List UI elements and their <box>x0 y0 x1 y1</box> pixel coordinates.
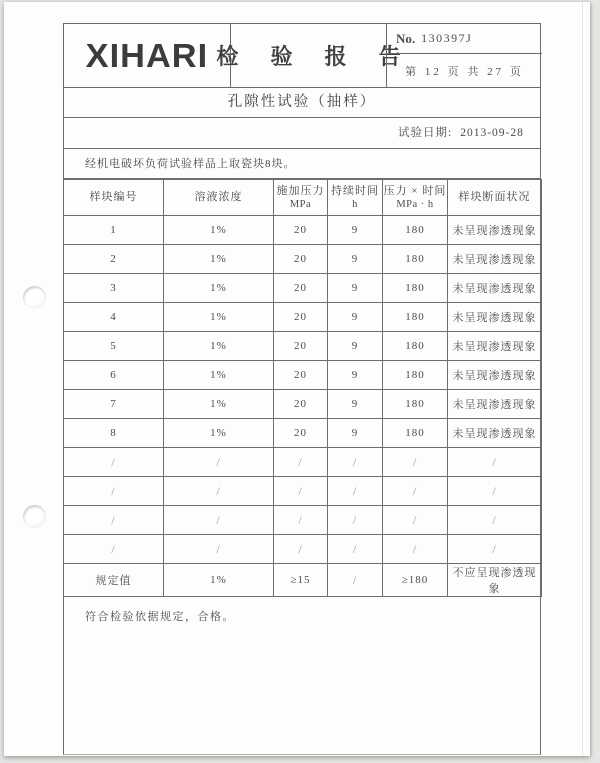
table-row <box>64 477 542 506</box>
table-cell: 1% <box>164 390 274 419</box>
table-cell: 8 <box>64 419 164 448</box>
table-cell: / <box>164 448 274 477</box>
table-row <box>64 332 542 361</box>
scanned-page <box>4 2 590 756</box>
table-cell: 1% <box>164 361 274 390</box>
table-cell: 9 <box>328 303 383 332</box>
punch-hole-bottom <box>23 505 46 528</box>
table-cell: / <box>383 506 448 535</box>
table-cell: 4 <box>64 303 164 332</box>
table-cell: / <box>383 535 448 564</box>
table-cell: 20 <box>274 361 328 390</box>
table-row <box>64 448 542 477</box>
report-title: 检 验 报 告 <box>216 44 414 69</box>
table-cell: 2 <box>64 245 164 274</box>
table-cell: 20 <box>274 303 328 332</box>
report-number-label: No. <box>396 30 416 46</box>
table-cell: 未呈现渗透现象 <box>448 419 542 448</box>
table-cell: 未呈现渗透现象 <box>448 274 542 303</box>
table-cell: / <box>448 535 542 564</box>
test-results-table <box>63 179 542 597</box>
company-logo: XIHARI <box>85 36 209 74</box>
table-cell: / <box>274 535 328 564</box>
table-cell: / <box>448 506 542 535</box>
table-row <box>64 564 542 597</box>
table-cell: / <box>328 448 383 477</box>
table-cell: 未呈现渗透现象 <box>448 390 542 419</box>
table-cell: 9 <box>328 390 383 419</box>
report-document <box>63 23 541 755</box>
table-cell: 20 <box>274 216 328 245</box>
table-cell: 未呈现渗透现象 <box>448 216 542 245</box>
column-header: 持续时间 h <box>328 180 383 216</box>
table-cell: 9 <box>328 332 383 361</box>
table-cell: 180 <box>383 361 448 390</box>
table-cell: 180 <box>383 303 448 332</box>
table-cell: 9 <box>328 361 383 390</box>
table-cell: / <box>328 506 383 535</box>
logo-cell <box>64 24 230 87</box>
table-cell: 未呈现渗透现象 <box>448 361 542 390</box>
table-cell: 1% <box>164 419 274 448</box>
report-number-row <box>387 24 542 54</box>
table-cell: 1% <box>164 245 274 274</box>
report-meta-cell <box>386 24 542 87</box>
test-date-row <box>64 118 540 149</box>
table-cell: / <box>64 477 164 506</box>
table-cell: / <box>274 477 328 506</box>
column-header: 施加压力 MPa <box>274 180 328 216</box>
table-cell: / <box>383 477 448 506</box>
table-cell: / <box>64 535 164 564</box>
table-cell: ≥180 <box>383 564 448 597</box>
table-cell: / <box>328 535 383 564</box>
table-cell: 未呈现渗透现象 <box>448 245 542 274</box>
table-row <box>64 245 542 274</box>
table-row <box>64 361 542 390</box>
table-cell: 不应呈现渗透现象 <box>448 564 542 597</box>
table-cell: / <box>328 564 383 597</box>
table-cell: 180 <box>383 332 448 361</box>
table-cell: 9 <box>328 274 383 303</box>
table-cell: 7 <box>64 390 164 419</box>
table-cell: 规定值 <box>64 564 164 597</box>
table-cell: / <box>328 477 383 506</box>
table-cell: 1% <box>164 303 274 332</box>
table-cell: / <box>448 477 542 506</box>
table-cell: 1% <box>164 564 274 597</box>
table-cell: 未呈现渗透现象 <box>448 303 542 332</box>
table-cell: 9 <box>328 245 383 274</box>
table-cell: 1 <box>64 216 164 245</box>
test-date-value: 2013-09-28 <box>460 127 524 139</box>
table-cell: 20 <box>274 332 328 361</box>
column-header: 样块编号 <box>64 180 164 216</box>
table-cell: 20 <box>274 245 328 274</box>
table-cell: 6 <box>64 361 164 390</box>
table-cell: 3 <box>64 274 164 303</box>
table-cell: / <box>274 506 328 535</box>
table-cell: 未呈现渗透现象 <box>448 332 542 361</box>
table-cell: 1% <box>164 332 274 361</box>
column-header: 压力 × 时间 MPa · h <box>383 180 448 216</box>
table-cell: 5 <box>64 332 164 361</box>
report-number-value: 130397J <box>421 31 473 45</box>
table-cell: / <box>274 448 328 477</box>
conclusion-note: 符合检验依据规定，合格。 <box>85 611 235 623</box>
table-cell: 180 <box>383 216 448 245</box>
table-row <box>64 216 542 245</box>
report-body-frame <box>63 88 541 755</box>
punch-hole-top <box>23 286 46 309</box>
table-cell: 180 <box>383 419 448 448</box>
table-cell: ≥15 <box>274 564 328 597</box>
column-header: 溶液浓度 <box>164 180 274 216</box>
table-cell: 180 <box>383 274 448 303</box>
test-date-label: 试验日期: <box>398 127 453 139</box>
sample-note: 经机电破坏负荷试验样品上取瓷块8块。 <box>64 149 540 179</box>
table-cell: 20 <box>274 419 328 448</box>
table-cell: 9 <box>328 419 383 448</box>
table-cell: 20 <box>274 274 328 303</box>
table-header-row <box>64 180 542 216</box>
table-row <box>64 506 542 535</box>
table-row <box>64 419 542 448</box>
section-title: 孔隙性试验（抽样） <box>64 88 540 118</box>
page-indicator: 第 12 页 共 27 页 <box>405 65 524 78</box>
column-header: 样块断面状况 <box>448 180 542 216</box>
table-cell: 1% <box>164 274 274 303</box>
table-cell: 20 <box>274 390 328 419</box>
table-cell: 9 <box>328 216 383 245</box>
table-cell: / <box>164 535 274 564</box>
table-cell: / <box>64 506 164 535</box>
table-cell: / <box>448 448 542 477</box>
table-cell: 1% <box>164 216 274 245</box>
table-cell: / <box>64 448 164 477</box>
table-row <box>64 303 542 332</box>
report-header <box>63 23 541 88</box>
table-cell: / <box>164 477 274 506</box>
table-row <box>64 274 542 303</box>
table-row <box>64 390 542 419</box>
table-cell: / <box>164 506 274 535</box>
table-cell: 180 <box>383 245 448 274</box>
table-row <box>64 535 542 564</box>
table-cell: 180 <box>383 390 448 419</box>
table-cell: / <box>383 448 448 477</box>
